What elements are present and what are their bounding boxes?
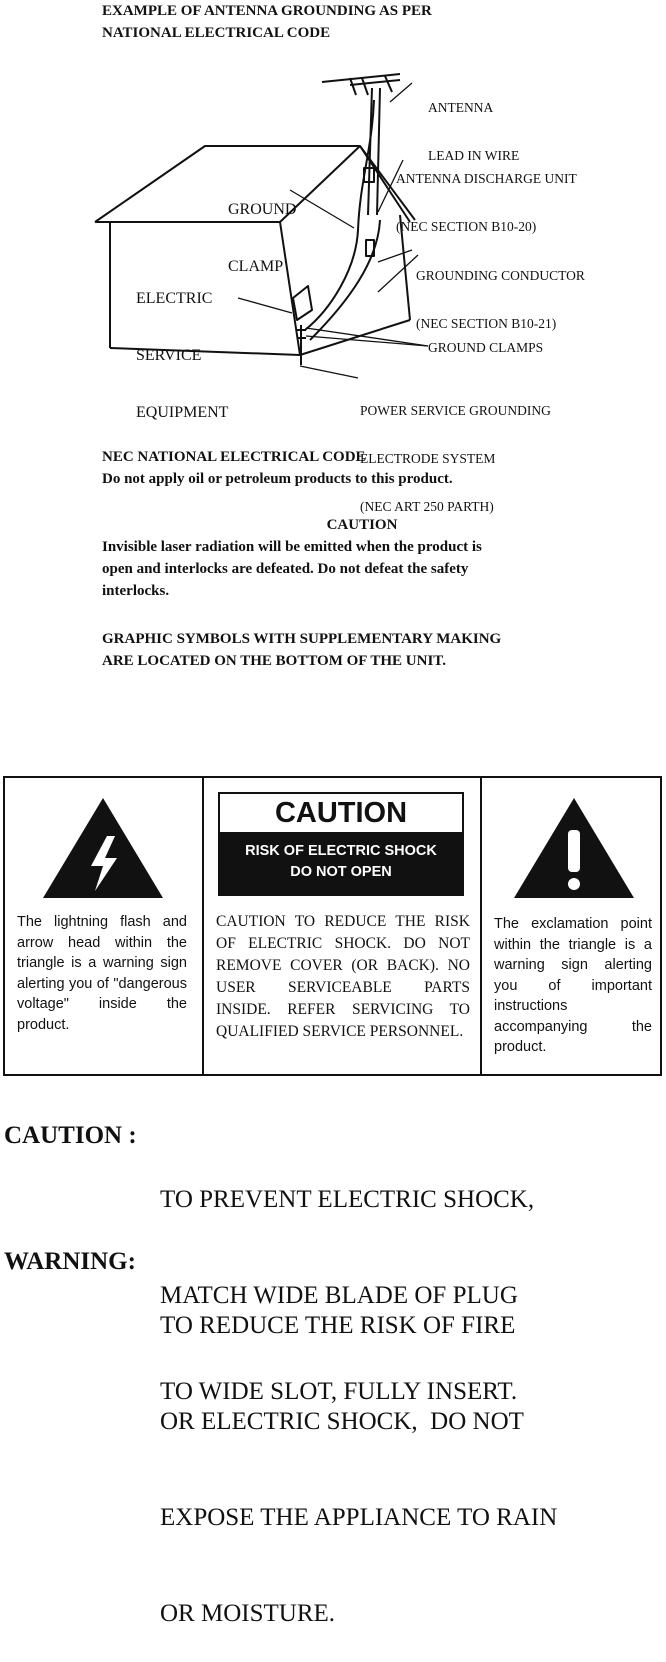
laser-caution: CAUTION Invisible laser radiation will be emitted when the product is open and interlocks are defeated. Do not defeat the safety interlocks.: [102, 514, 602, 602]
warning-label: WARNING:: [4, 1248, 136, 1275]
caution-label-subtitle: RISK OF ELECTRIC SHOCK DO NOT OPEN: [220, 832, 462, 894]
nec-notes: [102, 446, 642, 490]
lightning-triangle-icon: [41, 796, 165, 900]
lightning-description: The lightning flash and arrow head within the triangle is a warning sign alerting you of "dangerous voltage" inside the product.: [17, 914, 187, 1033]
title-line-2: NATIONAL ELECTRICAL CODE: [102, 25, 331, 41]
caution-label-card: [218, 792, 464, 896]
label-column: [202, 778, 482, 1074]
graphic-symbols-note: GRAPHIC SYMBOLS WITH SUPPLEMENTARY MAKING ARE LOCATED ON THE BOTTOM OF THE UNIT.: [102, 631, 502, 669]
label-power-service: POWER SERVICE GROUNDING ELECTRODE SYSTEM (NEC ART 250 PARTH): [360, 403, 551, 514]
lightning-column: [5, 778, 198, 1074]
oil-note: Do not apply oil or petroleum products to this product.: [102, 471, 453, 487]
safety-warning-box: [3, 776, 662, 1076]
caution-plug-text: TO PREVENT ELECTRIC SHOCK, MATCH WIDE BLADE OF PLUG TO WIDE SLOT, FULLY INSERT.: [160, 1186, 535, 1405]
label-ground-clamps: GROUND CLAMPS: [428, 340, 544, 355]
title-line-1: EXAMPLE OF ANTENNA GROUNDING AS PER: [102, 3, 432, 19]
caution-label-title: CAUTION: [274, 796, 408, 829]
label-discharge-unit: ANTENNA DISCHARGE UNIT (NEC SECTION B10-20): [396, 171, 577, 234]
label-ground-clamp: GROUND CLAMP: [228, 201, 297, 275]
label-electric-service: ELECTRIC SERVICE EQUIPMENT: [136, 290, 229, 421]
nec-heading: NEC NATIONAL ELECTRICAL CODE: [102, 449, 366, 465]
warning-text: TO REDUCE THE RISK OF FIRE OR ELECTRIC SHOCK, DO NOT EXPOSE THE APPLIANCE TO RAIN OR MOISTURE.: [160, 1312, 558, 1627]
exclamation-column: [482, 778, 662, 1074]
caution-heading: CAUTION: [326, 517, 398, 533]
lead-in-wire: [305, 100, 374, 330]
label-grounding-conductor: GROUNDING CONDUCTOR (NEC SECTION B10-21): [416, 268, 585, 331]
exclamation-description: The exclamation point within the triangle is a warning sign alerting you of important instructions accompanying the product.: [494, 916, 652, 1055]
exclamation-triangle-icon: [512, 796, 636, 900]
caution-plug-label: CAUTION :: [4, 1122, 137, 1149]
caution-description: CAUTION TO REDUCE THE RISK OF ELECTRIC SHOCK. DO NOT REMOVE COVER (OR BACK). NO USER SERVICEABLE PARTS INSIDE. REFER SERVICING TO QUALIFIED SERVICE PERSONNEL.: [216, 913, 470, 1040]
label-antenna: ANTENNA LEAD IN WIRE: [428, 100, 520, 163]
